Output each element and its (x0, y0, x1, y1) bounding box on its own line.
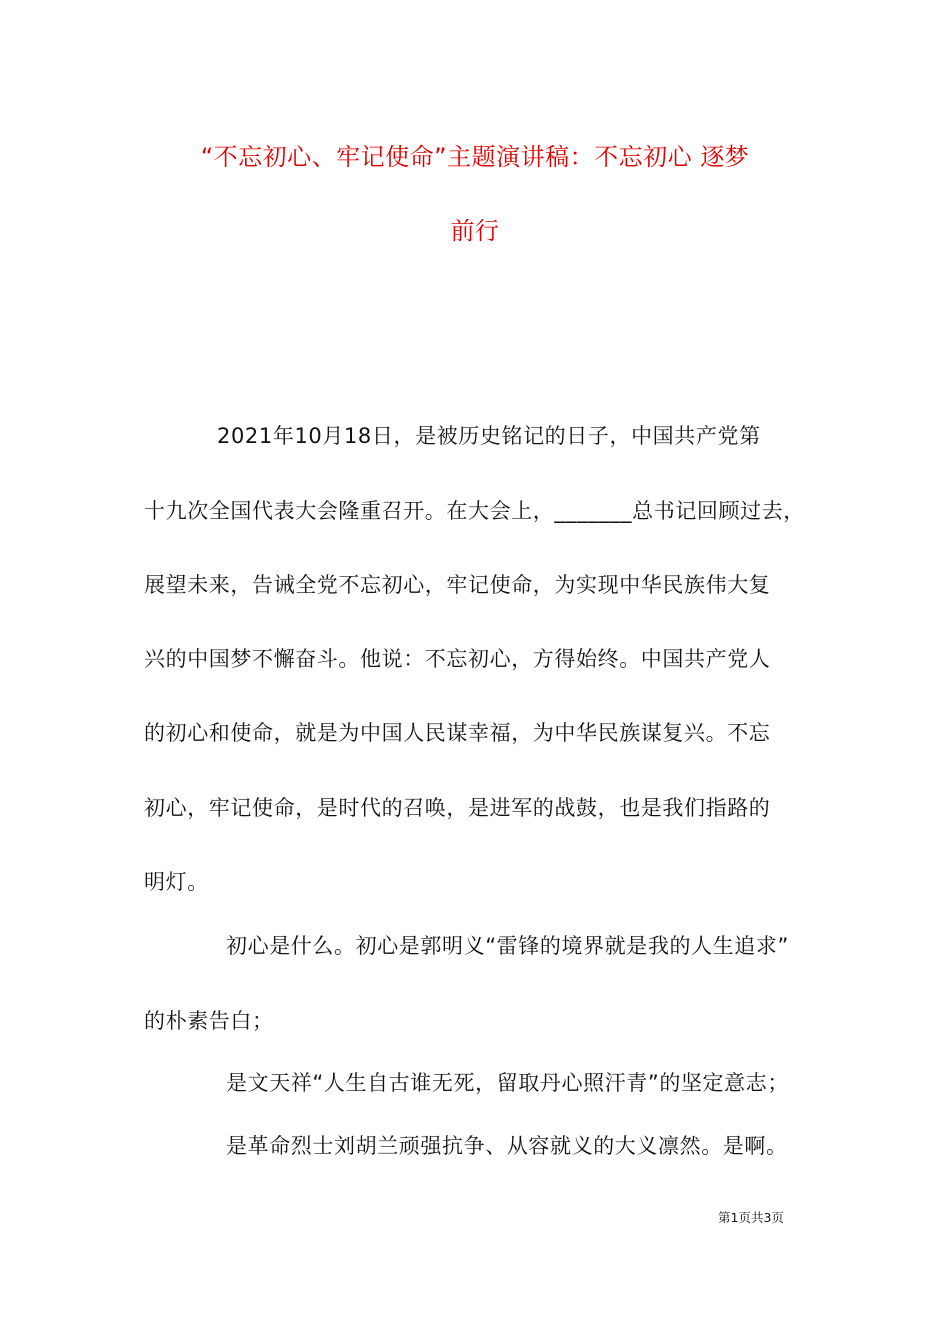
body-text-line: 初心是什么。初心是郭明义“雷锋的境界就是我的人生追求” (226, 934, 789, 958)
body-text-line: 2021年10月18日，是被历史铭记的日子，中国共产党第 (217, 424, 761, 448)
body-text-line: 十九次全国代表大会隆重召开。在大会上，_______总书记回顾过去， (144, 499, 805, 523)
document-title-line-1: “不忘初心、牢记使命”主题演讲稿：不忘初心 逐梦 (200, 143, 750, 171)
body-text-line: 是文天祥“人生自古谁无死，留取丹心照汗青”的坚定意志； (226, 1071, 789, 1095)
body-text-line: 明灯。 (144, 870, 209, 894)
document-title-line-2: 前行 (450, 217, 500, 245)
page-number-footer: 第1页共3页 (718, 1210, 784, 1225)
body-text-line: 初心，牢记使命，是时代的召唤，是进军的战鼓，也是我们指路的 (144, 796, 771, 820)
body-text-line: 是革命烈士刘胡兰顽强抗争、从容就义的大义凛然。是啊。 (226, 1134, 788, 1158)
body-text-line: 的初心和使命，就是为中国人民谋幸福，为中华民族谋复兴。不忘 (144, 721, 771, 745)
body-text-line: 的朴素告白； (144, 1009, 274, 1033)
body-text-line: 展望未来，告诫全党不忘初心，牢记使命，为实现中华民族伟大复 (144, 573, 771, 597)
body-text-line: 兴的中国梦不懈奋斗。他说：不忘初心，方得始终。中国共产党人 (144, 647, 771, 671)
